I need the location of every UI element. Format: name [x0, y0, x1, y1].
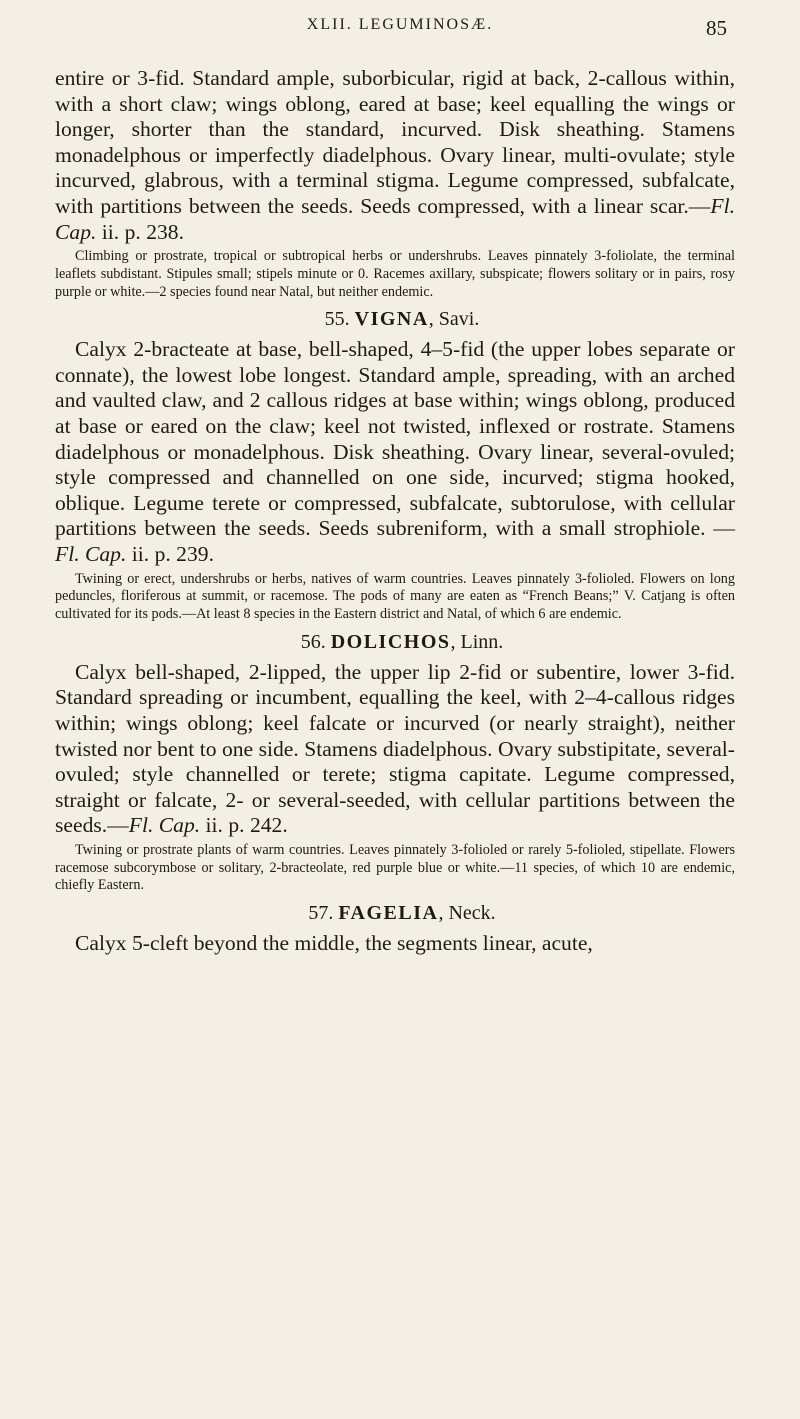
- genus-author: , Neck.: [438, 901, 496, 924]
- genus-author: , Savi.: [428, 308, 480, 331]
- genus-description-dolichos: [55, 660, 735, 839]
- intro-note: Climbing or prostrate, tropical or subtropical herbs or undershrubs. Leaves pinnately 3-foliolate, the terminal leaflets subdistant. Stipules small; stipels minute or 0. Racemes axillary, subspicate; flowers solitary or in pairs, rosy purple or white.—2 species found near Natal, but neither endemic.: [55, 248, 735, 300]
- page-body: [55, 66, 735, 957]
- genus-author: , Linn.: [450, 630, 504, 653]
- page-number: 85: [706, 16, 727, 40]
- genus-name: DOLICHOS: [330, 630, 451, 653]
- genus-number: 55.: [324, 308, 350, 331]
- genus-reference-page: ii. p. 239.: [126, 542, 214, 567]
- genus-name: VIGNA: [354, 308, 429, 331]
- genus-number: 56.: [300, 630, 326, 653]
- genus-description-text: Calyx bell-shaped, 2-lipped, the upper lip 2-fid or subentire, lower 3-fid. Standard spreading or incumbent, equalling the keel, with 2–4-callous ridges within; wings oblong; keel falcate or incurved (or nearly straight), neither twisted nor bent to one side. Stamens diadelphous. Ovary substipitate, several-ovuled; style channelled or terete; stigma capitate. Legume compressed, straight or falcate, 2- or several-seeded, with cellular partitions between the seeds.—: [55, 659, 735, 838]
- genus-reference-page: ii. p. 242.: [200, 813, 288, 838]
- genus-description-vigna: [55, 337, 735, 567]
- genus-description-text: Calyx 2-bracteate at base, bell-shaped, 4–5-fid (the upper lobes separate or connate), the lowest lobe longest. Standard ample, spreading, with an arched and vaulted claw, and 2 callous ridges at base within; wings oblong, produced at base or eared on the claw; keel not twisted, inflexed or rostrate. Stamens diadelphous or monadelphous. Disk sheathing. Ovary linear, several-ovuled; style compressed and channelled on one side, incurved; stigma hooked, oblique. Legume terete or compressed, subfalcate, subtorulose, with cellular partitions between the seeds. Seeds subreniform, with a small strophiole. —: [55, 337, 735, 541]
- genus-heading-fagelia: [55, 901, 735, 925]
- page-header: [0, 16, 800, 42]
- genus-heading-dolichos: [55, 630, 735, 654]
- genus-number: 57.: [308, 901, 334, 924]
- running-head: XLII. LEGUMINOSÆ.: [306, 16, 494, 33]
- genus-reference: Fl. Cap.: [55, 542, 127, 567]
- intro-description: [55, 66, 735, 245]
- genus-heading-vigna: [55, 307, 735, 331]
- intro-description-text: entire or 3-fid. Standard ample, suborbicular, rigid at back, 2-callous within, with a short claw; wings oblong, eared at base; keel equalling the wings or longer, shorter than the standard, incurved. Disk sheathing. Stamens monadelphous or imperfectly diadelphous. Ovary linear, multi-ovulate; style incurved, glabrous, with a terminal stigma. Legume compressed, subfalcate, with partitions between the seeds. Seeds compressed, with a linear scar.—: [55, 66, 735, 218]
- genus-description-fagelia: Calyx 5-cleft beyond the middle, the segments linear, acute,: [75, 930, 593, 955]
- genus-note-dolichos: Twining or prostrate plants of warm countries. Leaves pinnately 3-folioled or rarely 5-folioled, stipellate. Flowers racemose subcorymbose or solitary, 2-bracteolate, red purple blue or white.—11 species, of which 10 are endemic, chiefly Eastern.: [55, 841, 735, 894]
- genus-note-vigna: Twining or erect, undershrubs or herbs, natives of warm countries. Leaves pinnately 3-folioled. Flowers on long peduncles, floriferous at summit, or racemose. The pods of many are eaten as “French Beans;” V. Catjang is often cultivated for its pods.—At least 8 species in the Eastern district and Natal, of which 6 are endemic.: [55, 570, 735, 623]
- genus-reference: Fl. Cap.: [128, 813, 201, 838]
- genus-name: FAGELIA: [338, 901, 439, 924]
- intro-reference-page: ii. p. 238.: [96, 219, 184, 244]
- intro-reference: Fl. Cap.: [55, 193, 735, 244]
